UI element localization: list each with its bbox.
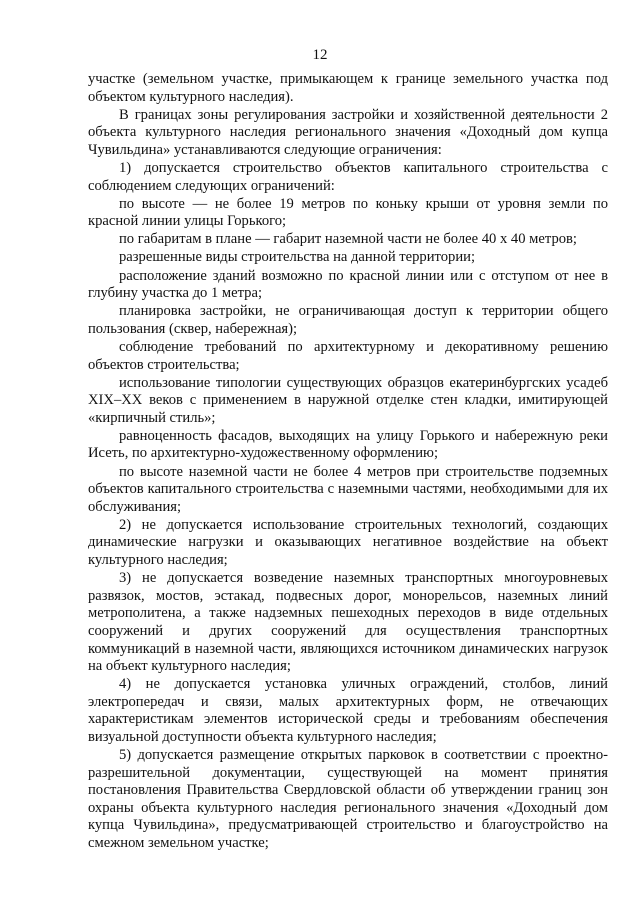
paragraph-typology: использование типологии существующих образцов екатеринбургских усадеб XIX–XX веков с применением в наружной отделке стен кладки, имитирующей «кирпичный стиль»; [88,374,608,426]
paragraph-continuation: участке (земельном участке, примыкающем к границе земельного участка под объектом культурного наследия). [88,71,608,105]
paragraph-item-1: 1) допускается строительство объектов капитального строительства с соблюдением следующих ограничений: [88,159,608,194]
paragraph-intro: В границах зоны регулирования застройки и хозяйственной деятельности 2 объекта культурного наследия регионального значения «Доходный дом купца Чувильдина» устанавливаются следующие ограничения: [88,106,608,158]
page-number: 12 [312,47,328,63]
paragraph-permitted-types: разрешенные виды строительства на данной территории; [119,249,475,266]
paragraph-underground: по высоте наземной части не более 4 метров при строительстве подземных объектов капитального строительства с наземными частями, необходимыми для их обслуживания; [88,463,608,515]
paragraph-dimensions: по габаритам в плане — габарит наземной части не более 40 х 40 метров; [119,231,577,248]
paragraph-item-2: 2) не допускается использование строительных технологий, создающих динамические нагрузки и оказывающих негативное воздействие на объект культурного наследия; [88,516,608,569]
paragraph-architecture-requirements: соблюдение требований по архитектурному и декоративному решению объектов строительства; [88,338,608,373]
paragraph-item-3: 3) не допускается возведение наземных транспортных многоуровневых развязок, мостов, эстакад, подвесных дорог, монорельсов, наземных линий метрополитена, а также надземных пешеходных переходов в виде отдельных сооружений и других сооружений для осуществления транспортных коммуникаций в наземной части, являющихся источником динамических нагрузок на объект культурного наследия; [88,570,608,675]
document-body [88,71,608,853]
paragraph-item-4: 4) не допускается установка уличных ограждений, столбов, линий электропередач и связи, малых архитектурных форм, не отвечающих характеристикам элементов исторической среды и требованиям обеспечения визуальной доступности объекта культурного наследия; [88,676,608,745]
paragraph-building-placement: расположение зданий возможно по красной линии или с отступом от нее в глубину участка до 1 метра; [88,267,608,302]
paragraph-facades: равноценность фасадов, выходящих на улицу Горького и набережную реки Исеть, по архитектурно-художественному оформлению; [88,427,608,462]
paragraph-height-limit: по высоте — не более 19 метров по коньку крыши от уровня земли по красной линии улицы Горького; [88,195,608,230]
paragraph-item-5: 5) допускается размещение открытых парковок в соответствии с проектно-разрешительной документации, существующей на момент принятия постановления Правительства Свердловской области об утверждении границ зон охраны объекта культурного наследия регионального значения «Доходный дом купца Чувильдина», предусматривающей строительство и благоустройство на смежном земельном участке; [88,747,608,852]
paragraph-layout: планировка застройки, не ограничивающая доступ к территории общего пользования (сквер, набережная); [88,303,608,337]
